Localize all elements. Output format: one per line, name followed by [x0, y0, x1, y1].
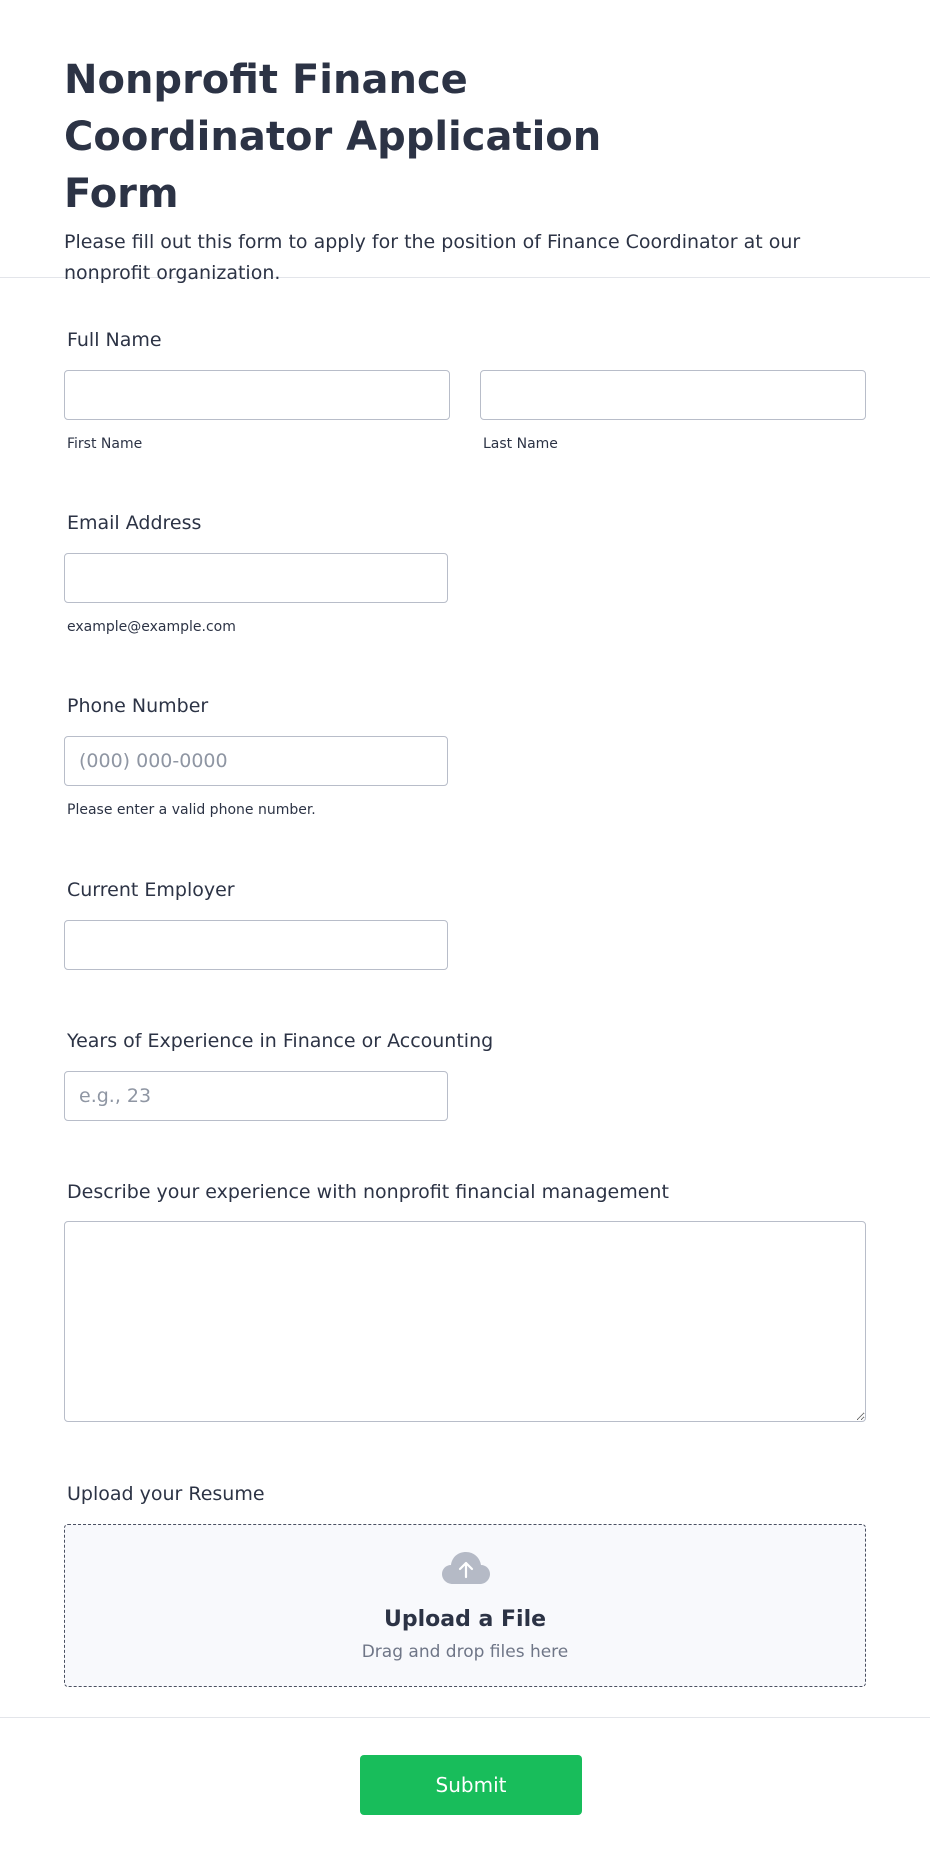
form-header [0, 0, 930, 284]
experience-description-label: Describe your experience with nonprofit financial management [67, 1181, 669, 1203]
resume-label: Upload your Resume [67, 1483, 265, 1505]
page-title: Nonprofit Finance Coordinator Application Form [64, 57, 602, 217]
upload-title: Upload a File [383, 1607, 547, 1632]
email-sublabel: example@example.com [67, 619, 236, 635]
phone-field [64, 693, 448, 820]
first-name-sublabel: First Name [67, 436, 143, 452]
submit-button[interactable]: Submit [360, 1755, 582, 1815]
resume-field [64, 1481, 265, 1507]
last-name-sublabel: Last Name [483, 436, 558, 452]
email-input[interactable] [64, 553, 448, 603]
email-field [64, 510, 448, 637]
email-label: Email Address [67, 512, 202, 534]
full-name-label: Full Name [67, 329, 162, 351]
experience-description-field [64, 1179, 866, 1422]
upload-subtitle: Drag and drop files here [361, 1642, 569, 1662]
first-name-input[interactable] [64, 370, 450, 420]
employer-label: Current Employer [67, 879, 235, 901]
cloud-upload-icon [441, 1550, 491, 1586]
experience-description-textarea[interactable] [64, 1221, 866, 1422]
last-name-group [480, 370, 866, 454]
phone-label: Phone Number [67, 695, 209, 717]
last-name-input[interactable] [480, 370, 866, 420]
file-upload-dropzone[interactable] [64, 1524, 866, 1687]
employer-input[interactable] [64, 920, 448, 970]
experience-years-label: Years of Experience in Finance or Accounting [67, 1030, 494, 1052]
first-name-group [64, 370, 450, 454]
form-footer [0, 1717, 930, 1864]
phone-sublabel: Please enter a valid phone number. [67, 802, 316, 818]
full-name-field [64, 327, 866, 353]
experience-years-field [64, 1028, 493, 1121]
experience-years-input[interactable] [64, 1071, 448, 1121]
employer-field [64, 877, 448, 970]
form-description: Please fill out this form to apply for the position of Finance Coordinator at our nonprofit organization. [64, 231, 801, 284]
phone-input[interactable] [64, 736, 448, 786]
